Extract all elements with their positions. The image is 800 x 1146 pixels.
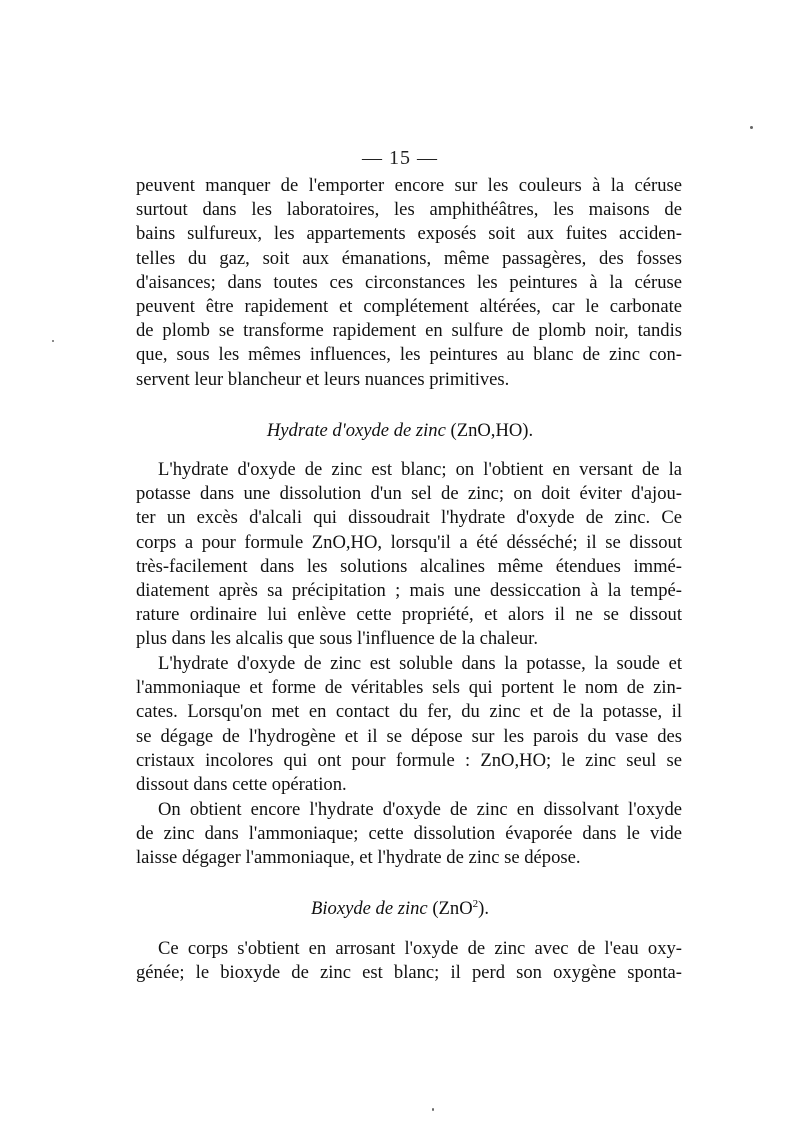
text-line: On obtient encore l'hydrate d'oxyde de zinc en dissolvant l'oxyde xyxy=(158,799,682,820)
section-heading-bioxyde xyxy=(0,898,800,920)
paragraph-4 xyxy=(136,798,682,871)
heading-formula xyxy=(432,898,489,919)
text-line: cates. Lorsqu'on met en contact du fer, du zinc et de la potasse, il xyxy=(136,701,682,723)
formula-end: ). xyxy=(478,898,489,919)
text-line: L'hydrate d'oxyde de zinc est soluble dans la potasse, la soude et xyxy=(158,653,682,674)
text-line: d'aisances; dans toutes ces circonstances les peintures à la céruse xyxy=(136,271,682,293)
heading-title: Bioxyde de zinc xyxy=(311,898,428,919)
text-line: L'hydrate d'oxyde de zinc est blanc; on l'obtient en versant de la xyxy=(158,459,682,480)
text-line: rature ordinaire lui enlève cette propriété, et alors il ne se dissout xyxy=(136,604,682,626)
text-line: dissout dans cette opération. xyxy=(136,774,347,796)
text-line: bains sulfureux, les appartements exposés soit aux fuites acciden- xyxy=(136,223,682,245)
text-line: telles du gaz, soit aux émanations, même passagères, des fosses xyxy=(136,247,682,269)
paragraph-3-text xyxy=(136,652,682,797)
text-line: diatement après sa précipitation ; mais une dessiccation à la tempé- xyxy=(136,580,682,602)
section-heading-hydrate xyxy=(0,420,800,442)
formula-base: (ZnO xyxy=(432,898,473,919)
text-line: servent leur blancheur et leurs nuances primitives. xyxy=(136,368,510,390)
text-line: peuvent être rapidement et complétement altérées, car le carbonate xyxy=(136,296,682,318)
text-line: de zinc dans l'ammoniaque; cette dissolution évaporée dans le vide xyxy=(136,823,682,845)
paragraph-5-text xyxy=(136,937,682,985)
text-line: cristaux incolores qui ont pour formule : ZnO,HO; le zinc seul se xyxy=(136,749,682,771)
text-line: que, sous les mêmes influences, les peintures au blanc de zinc con- xyxy=(136,344,682,366)
paragraph-2 xyxy=(136,458,682,652)
text-line: de plomb se transforme rapidement en sulfure de plomb noir, tandis xyxy=(136,320,682,342)
text-line: corps a pour formule ZnO,HO, lorsqu'il a été désséché; il se dissout xyxy=(136,531,682,553)
paragraph-1-text xyxy=(136,174,682,392)
text-line: plus dans les alcalis que sous l'influence de la chaleur. xyxy=(136,628,538,650)
text-line: peuvent manquer de l'emporter encore sur les couleurs à la céruse xyxy=(136,175,682,196)
text-line: Ce corps s'obtient en arrosant l'oxyde de zinc avec de l'eau oxy- xyxy=(158,938,682,959)
paragraph-4-text xyxy=(136,798,682,871)
paragraph-3 xyxy=(136,652,682,797)
scan-speck xyxy=(52,340,54,342)
paragraph-2-text xyxy=(136,458,682,652)
heading-formula: (ZnO,HO). xyxy=(450,420,534,441)
paragraph-1 xyxy=(136,174,682,392)
scan-speck xyxy=(432,1108,434,1111)
text-line: se dégage de l'hydrogène et il se dépose sur les parois du vase des xyxy=(136,725,682,747)
text-line: l'ammoniaque et forme de véritables sels qui portent le nom de zin- xyxy=(136,677,682,699)
page-number: — 15 — xyxy=(362,147,438,169)
formula-superscript: 2 xyxy=(472,897,479,910)
text-line: très-facilement dans les solutions alcalines même étendues immé- xyxy=(136,555,682,577)
text-line: génée; le bioxyde de zinc est blanc; il perd son oxygène sponta- xyxy=(136,962,682,984)
paragraph-5 xyxy=(136,937,682,985)
heading-title: Hydrate d'oxyde de zinc xyxy=(266,420,446,441)
text-line: surtout dans les laboratoires, les amphithéâtres, les maisons de xyxy=(136,199,682,221)
text-line: laisse dégager l'ammoniaque, et l'hydrate de zinc se dépose. xyxy=(136,847,581,869)
scan-speck xyxy=(750,126,753,129)
text-line: potasse dans une dissolution d'un sel de zinc; on doit éviter d'ajou- xyxy=(136,483,682,505)
text-line: ter un excès d'alcali qui dissoudrait l'hydrate d'oxyde de zinc. Ce xyxy=(136,507,682,529)
